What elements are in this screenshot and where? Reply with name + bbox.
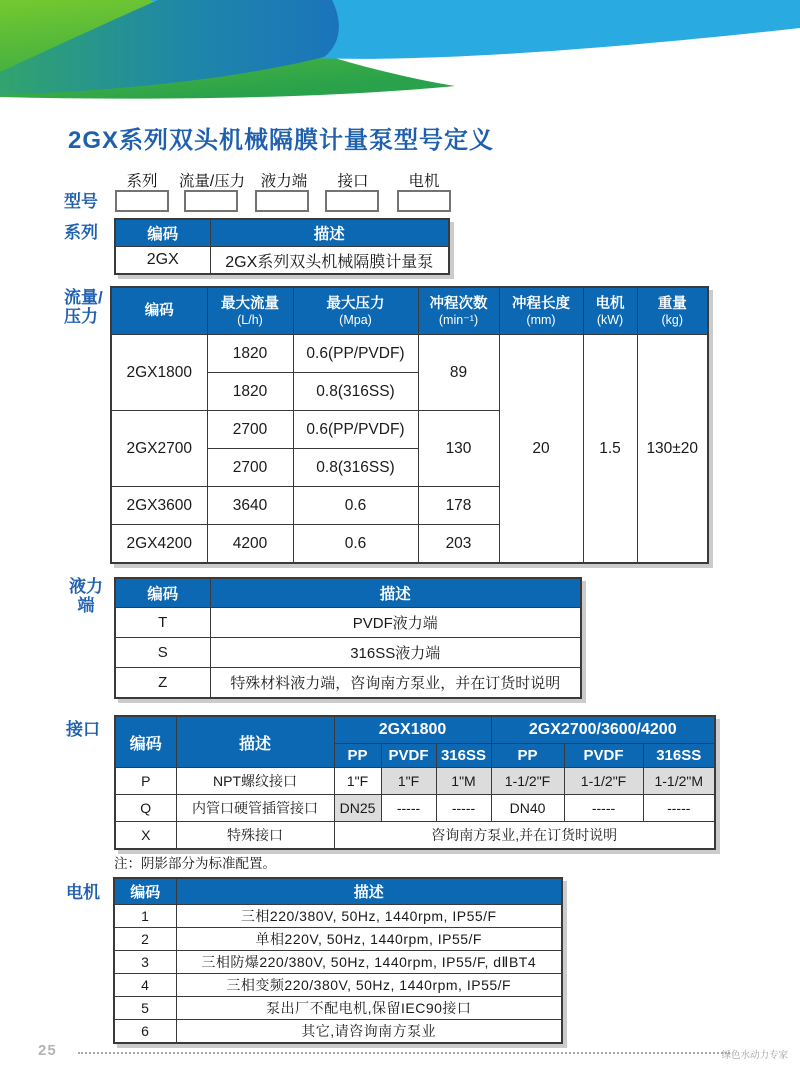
flow-model: 2GX4200 [111, 525, 207, 564]
flow-value: 3640 [207, 487, 293, 525]
flow-header-weight: 重量 (kg) [637, 287, 708, 335]
motor-desc: 泵出厂不配电机,保留IEC90接口 [176, 997, 562, 1020]
flow-value: 4200 [207, 525, 293, 564]
series-header-desc: 描述 [210, 219, 449, 247]
table-row [114, 997, 562, 1020]
pressure-value: 0.6 [293, 525, 418, 564]
motor-code: 1 [114, 905, 176, 928]
motor-desc: 三相变频220/380V, 50Hz, 1440rpm, IP55/F [176, 974, 562, 997]
interface-header-desc: 描述 [176, 716, 334, 768]
hydraulic-desc: 特殊材料液力端，咨询南方泵业，并在订货时说明 [210, 668, 581, 699]
table-row [115, 768, 715, 795]
interface-header-material: PVDF [564, 744, 643, 768]
hydraulic-desc: PVDF液力端 [210, 608, 581, 638]
header-banner-graphic [0, 0, 800, 105]
interface-header-group2: 2GX2700/3600/4200 [491, 716, 715, 744]
series-table [114, 218, 450, 275]
motor-desc: 三相防爆220/380V, 50Hz, 1440rpm, IP55/F, dⅡBT4 [176, 951, 562, 974]
flow-header-max-pressure: 最大压力 (Mpa) [293, 287, 418, 335]
model-slot-label-motor: 电机 [408, 173, 440, 190]
section-label-hydraulic-line2: 端 [77, 596, 95, 615]
section-label-interface: 接口 [66, 720, 100, 739]
flow-header-stroke-length: 冲程长度 (mm) [499, 287, 583, 335]
table-row [115, 638, 581, 668]
motor-code: 3 [114, 951, 176, 974]
section-label-model: 型号 [64, 192, 98, 211]
interface-value: 1"F [381, 768, 436, 795]
pressure-value: 0.6(PP/PVDF) [293, 335, 418, 373]
interface-header-material: 316SS [643, 744, 715, 768]
interface-header-material: PVDF [381, 744, 436, 768]
footer-dotted-divider [78, 1052, 730, 1054]
interface-merged-value: 咨询南方泵业,并在订货时说明 [334, 822, 715, 850]
interface-value: ----- [381, 795, 436, 822]
table-row [114, 951, 562, 974]
model-code-box-series [115, 190, 169, 212]
interface-value: ----- [643, 795, 715, 822]
table-row [115, 795, 715, 822]
pressure-value: 0.8(316SS) [293, 373, 418, 411]
interface-note: 注：阴影部分为标准配置。 [114, 856, 276, 871]
motor-code: 4 [114, 974, 176, 997]
hydraulic-desc: 316SS液力端 [210, 638, 581, 668]
model-slot-label-hydraulic-end: 液力端 [260, 173, 308, 190]
interface-desc: 特殊接口 [176, 822, 334, 850]
table-row [114, 1020, 562, 1044]
interface-desc: NPT螺纹接口 [176, 768, 334, 795]
brand-tagline: 绿色水动力专家 [721, 1050, 788, 1061]
strokes-value: 178 [418, 487, 499, 525]
interface-code: X [115, 822, 176, 850]
model-code-box-hydraulic-end [255, 190, 309, 212]
motor-header-code: 编码 [114, 878, 176, 905]
motor-table [113, 877, 563, 1044]
section-label-hydraulic-line1: 液力 [69, 577, 103, 596]
series-header-code: 编码 [115, 219, 210, 247]
table-row [111, 335, 708, 373]
section-label-flow-pressure [64, 288, 103, 326]
motor-header-desc: 描述 [176, 878, 562, 905]
interface-code: P [115, 768, 176, 795]
page-title: 2GX系列双头机械隔膜计量泵型号定义 [68, 127, 495, 154]
section-label-hydraulic-end [64, 577, 108, 615]
flow-pressure-table [110, 286, 709, 564]
stroke-length-value: 20 [499, 335, 583, 564]
interface-value: 1-1/2"M [643, 768, 715, 795]
section-label-motor: 电机 [66, 883, 100, 902]
weight-value: 130±20 [637, 335, 708, 564]
interface-value: DN40 [491, 795, 564, 822]
interface-value: ----- [436, 795, 491, 822]
interface-value: 1-1/2"F [564, 768, 643, 795]
table-row [115, 822, 715, 850]
table-row [115, 668, 581, 699]
hydraulic-header-code: 编码 [115, 578, 210, 608]
interface-value: ----- [564, 795, 643, 822]
hydraulic-header-desc: 描述 [210, 578, 581, 608]
hydraulic-code: S [115, 638, 210, 668]
table-row [115, 247, 449, 275]
strokes-value: 89 [418, 335, 499, 411]
motor-code: 6 [114, 1020, 176, 1044]
strokes-value: 130 [418, 411, 499, 487]
flow-header-code: 编码 [111, 287, 207, 335]
model-slot-label-interface: 接口 [337, 173, 369, 190]
motor-desc: 三相220/380V, 50Hz, 1440rpm, IP55/F [176, 905, 562, 928]
model-code-box-motor [397, 190, 451, 212]
interface-value: 1"M [436, 768, 491, 795]
interface-value: DN25 [334, 795, 381, 822]
series-code: 2GX [115, 247, 210, 275]
interface-header-code: 编码 [115, 716, 176, 768]
table-row [114, 928, 562, 951]
interface-header-material: PP [491, 744, 564, 768]
flow-model: 2GX3600 [111, 487, 207, 525]
flow-header-motor: 电机 (kW) [583, 287, 637, 335]
page-number: 25 [38, 1042, 57, 1059]
section-label-flow-line2: 压力 [64, 307, 98, 326]
table-row [114, 905, 562, 928]
hydraulic-end-table [114, 577, 582, 699]
pressure-value: 0.6 [293, 487, 418, 525]
interface-value: 1-1/2"F [491, 768, 564, 795]
table-row [114, 974, 562, 997]
motor-power-value: 1.5 [583, 335, 637, 564]
interface-table [114, 715, 716, 850]
hydraulic-code: T [115, 608, 210, 638]
interface-desc: 内管口硬管插管接口 [176, 795, 334, 822]
pressure-value: 0.6(PP/PVDF) [293, 411, 418, 449]
series-description: 2GX系列双头机械隔膜计量泵 [210, 247, 449, 275]
table-row [115, 608, 581, 638]
motor-desc: 其它,请咨询南方泵业 [176, 1020, 562, 1044]
motor-desc: 单相220V, 50Hz, 1440rpm, IP55/F [176, 928, 562, 951]
interface-code: Q [115, 795, 176, 822]
flow-header-max-flow: 最大流量 (L/h) [207, 287, 293, 335]
section-label-flow-line1: 流量/ [64, 288, 103, 307]
model-code-box-interface [325, 190, 379, 212]
interface-header-group1: 2GX1800 [334, 716, 491, 744]
flow-value: 1820 [207, 373, 293, 411]
strokes-value: 203 [418, 525, 499, 564]
flow-model: 2GX1800 [111, 335, 207, 411]
flow-value: 2700 [207, 449, 293, 487]
flow-value: 2700 [207, 411, 293, 449]
model-slot-label-flow-pressure: 流量/压力 [178, 173, 246, 190]
model-code-box-flow-pressure [184, 190, 238, 212]
flow-value: 1820 [207, 335, 293, 373]
flow-model: 2GX2700 [111, 411, 207, 487]
motor-code: 2 [114, 928, 176, 951]
hydraulic-code: Z [115, 668, 210, 699]
motor-code: 5 [114, 997, 176, 1020]
interface-value: 1"F [334, 768, 381, 795]
section-label-series: 系列 [64, 223, 98, 242]
model-slot-label-series: 系列 [126, 173, 158, 190]
interface-header-material: PP [334, 744, 381, 768]
pressure-value: 0.8(316SS) [293, 449, 418, 487]
flow-header-stroke-rate: 冲程次数 (min⁻¹) [418, 287, 499, 335]
interface-header-material: 316SS [436, 744, 491, 768]
